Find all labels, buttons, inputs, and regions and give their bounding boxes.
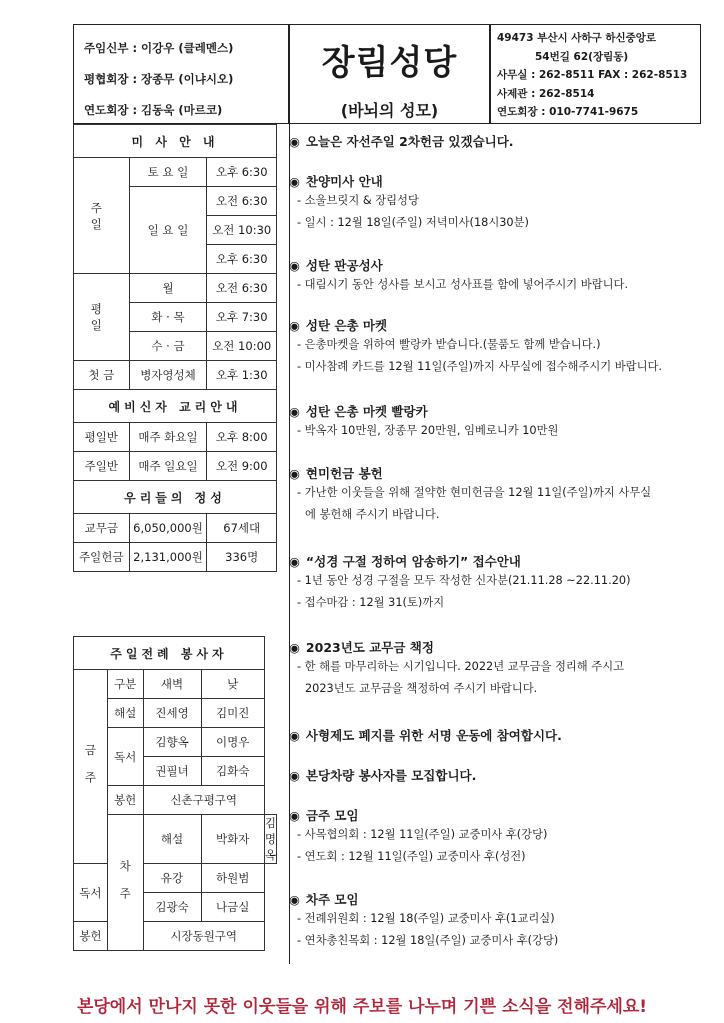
bullet-icon: ◉	[289, 174, 300, 189]
catechumen-section-title: 예비신자 교리안내	[74, 390, 277, 423]
notice-title: 차주 모임	[305, 892, 359, 907]
catechumen-label: 평일반	[74, 423, 130, 452]
server-name: 나금실	[201, 893, 264, 922]
notice-title: 금주 모임	[305, 808, 359, 823]
role-label: 해설	[107, 699, 143, 728]
bullet-icon: ◉	[289, 404, 300, 419]
col-header: 낮	[201, 670, 264, 699]
server-name: 하원범	[201, 864, 264, 893]
notice-line: - 연차총친목회 : 12월 18일(주일) 교중미사 후(강당)	[297, 934, 559, 947]
bullet-icon: ◉	[289, 728, 300, 743]
server-name: 유강	[143, 864, 201, 893]
role-label: 독서	[107, 728, 143, 786]
notice	[289, 172, 702, 234]
first-friday-desc: 병자영성체	[129, 361, 207, 390]
offering-label: 교무금	[74, 514, 130, 543]
notice-line: - 가난한 이웃들을 위해 절약한 현미헌금을 12월 11일(주일)까지 사무실	[297, 486, 652, 499]
notice	[289, 766, 702, 784]
server-name: 김향옥	[143, 728, 201, 757]
sunday-label: 주 일	[74, 158, 130, 274]
bullet-icon: ◉	[289, 554, 300, 569]
notice-line: - 접수마감 : 12월 31(토)까지	[297, 596, 445, 609]
header-contact-box	[490, 24, 701, 124]
address-line2: 54번길 62(장림동)	[535, 50, 629, 63]
offering-count: 67세대	[207, 514, 277, 543]
notice-title: 성탄 은총 마켓 빨랑카	[305, 404, 428, 419]
bullet-icon: ◉	[289, 318, 300, 333]
col-header: 새벽	[143, 670, 201, 699]
info-table	[73, 124, 277, 572]
notice-line: - 연도회 : 12월 11일(주일) 교중미사 후(성전)	[297, 850, 526, 863]
role-label: 해설	[143, 815, 201, 864]
server-name: 김광숙	[143, 893, 201, 922]
next-week-label: 차 주	[107, 815, 143, 951]
notice-title: 사형제도 폐지를 위한 서명 운동에 참여합시다.	[305, 728, 562, 743]
council-head-text: 평협회장 : 장종무 (이냐시오)	[84, 72, 234, 86]
notice-line: 2023년도 교무금을 책정하여 주시기 바랍니다.	[305, 682, 538, 695]
notice-line: - 은총마켓을 위하여 빨랑카 받습니다.(물품도 함께 받습니다.)	[297, 338, 601, 351]
bullet-icon: ◉	[289, 768, 300, 783]
notice-line: - 사목협의회 : 12월 11일(주일) 교중미사 후(강당)	[297, 828, 548, 841]
catechumen-day: 매주 일요일	[129, 452, 207, 481]
first-friday-time: 오후 1:30	[207, 361, 277, 390]
notice	[289, 806, 702, 868]
offering-section-title: 우리들의 정성	[74, 481, 277, 514]
offering-amount: 2,131,000원	[129, 543, 207, 572]
role-label: 독서	[74, 864, 108, 922]
association-head-text: 연도회장 : 김동욱 (마르코)	[84, 103, 223, 117]
notice	[289, 316, 702, 378]
col-header: 구분	[107, 670, 143, 699]
notice	[289, 638, 702, 700]
catechumen-time: 오후 8:00	[207, 423, 277, 452]
notice	[289, 402, 702, 442]
notice-line: - 소울브릿지 & 장림성당	[297, 194, 419, 207]
notice-title: 성탄 판공성사	[305, 258, 383, 273]
offering-amount: 6,050,000원	[129, 514, 207, 543]
notice	[289, 552, 702, 614]
weekday-time: 오전 6:30	[207, 274, 277, 303]
servers-table	[73, 636, 277, 951]
notice-title: 오늘은 자선주일 2차헌금 있겠습니다.	[305, 134, 514, 149]
role-label: 봉헌	[74, 922, 108, 951]
first-friday-label: 첫 금	[74, 361, 130, 390]
notice	[289, 464, 702, 526]
sunday-time: 오후 6:30	[207, 245, 277, 274]
notice-title: 2023년도 교무금 책정	[305, 640, 434, 655]
rectory-phone: 사제관 : 262-8514	[497, 87, 595, 100]
sunday-time: 오전 6:30	[207, 187, 277, 216]
server-name: 권필녀	[143, 757, 201, 786]
footer-slogan: 본당에서 만나지 못한 이웃들을 위해 주보를 나누며 기쁜 소식을 전해주세요!	[76, 997, 648, 1017]
notice	[289, 256, 702, 296]
notice-line: - 일시 : 12월 18일(주일) 저녁미사(18시30분)	[297, 216, 529, 229]
notice-line: - 전례위원회 : 12월 18(주일) 교중미사 후(1교리실)	[297, 912, 555, 925]
catechumen-day: 매주 화요일	[129, 423, 207, 452]
server-name: 김미진	[201, 699, 264, 728]
notice-line: - 대림시기 동안 성사를 보시고 성사표를 함에 넣어주시기 바랍니다.	[297, 278, 629, 291]
saturday-time: 오후 6:30	[207, 158, 277, 187]
weekday-time: 오전 10:00	[207, 332, 277, 361]
address-line1: 49473 부산시 사하구 하신중앙로	[497, 32, 657, 44]
server-name: 박화자	[201, 815, 264, 864]
weekday-day: 월	[129, 274, 207, 303]
notice-title: 성탄 은총 마켓	[305, 318, 388, 333]
sunday-time: 오전 10:30	[207, 216, 277, 245]
office-phone: 사무실 : 262-8511 FAX : 262-8513	[497, 69, 688, 81]
weekday-label: 평 일	[74, 274, 130, 361]
bullet-icon: ◉	[289, 640, 300, 655]
notice-title: 본당차량 봉사자를 모집합니다.	[305, 768, 477, 783]
header-title-box	[289, 24, 490, 124]
notice-line: - 박옥자 10만원, 장종무 20만원, 임베로니카 10만원	[297, 424, 559, 437]
notice	[289, 132, 702, 150]
saturday-day: 토 요 일	[129, 158, 207, 187]
offering-count: 336명	[207, 543, 277, 572]
notice-line: - 한 해를 마무리하는 시기입니다. 2022년 교무금을 정리해 주시고	[297, 660, 625, 673]
notice-line: 에 봉헌해 주시기 바랍니다.	[305, 508, 440, 521]
role-label: 봉헌	[107, 786, 143, 815]
bullet-icon: ◉	[289, 466, 300, 481]
server-name: 이명우	[201, 728, 264, 757]
header-staff-box	[73, 24, 289, 124]
server-name: 진세영	[143, 699, 201, 728]
bullet-icon: ◉	[289, 258, 300, 273]
offering-label: 주일헌금	[74, 543, 130, 572]
sunday-day: 일 요 일	[129, 187, 207, 274]
notice-title: “성경 구절 정하여 암송하기” 접수안내	[305, 554, 521, 569]
notice-line: - 1년 동안 성경 구절을 모두 작성한 신자분(21.11.28 ~22.11.20)	[297, 574, 631, 587]
association-phone: 연도회장 : 010-7741-9675	[497, 106, 639, 118]
catechumen-time: 오전 9:00	[207, 452, 277, 481]
weekday-time: 오후 7:30	[207, 303, 277, 332]
offertory-group: 신촌구평구역	[143, 786, 264, 815]
this-week-label: 금 주	[74, 670, 108, 864]
bullet-icon: ◉	[289, 808, 300, 823]
servers-section-title: 주일전례 봉사자	[74, 637, 265, 670]
pastor-text: 주임신부 : 이강우 (클레멘스)	[84, 41, 234, 55]
notice	[289, 890, 702, 952]
bullet-icon: ◉	[289, 892, 300, 907]
mass-section-title: 미 사 안 내	[74, 125, 277, 158]
church-subtitle: (바뇌의 성모)	[340, 101, 439, 120]
server-name: 김명옥	[264, 816, 276, 862]
bullet-icon: ◉	[289, 134, 300, 149]
weekday-day: 화 · 목	[129, 303, 207, 332]
server-name: 김화숙	[201, 757, 264, 786]
church-name: 장림성당	[321, 43, 458, 83]
notice-line: - 미사참례 카드를 12월 11일(주일)까지 사무실에 접수해주시기 바랍니다.	[297, 360, 663, 373]
offertory-group: 시장동원구역	[143, 922, 264, 951]
weekday-day: 수 · 금	[129, 332, 207, 361]
catechumen-label: 주일반	[74, 452, 130, 481]
notice-title: 찬양미사 안내	[305, 174, 383, 189]
notice-title: 현미헌금 봉헌	[305, 466, 383, 481]
notice	[289, 726, 702, 744]
